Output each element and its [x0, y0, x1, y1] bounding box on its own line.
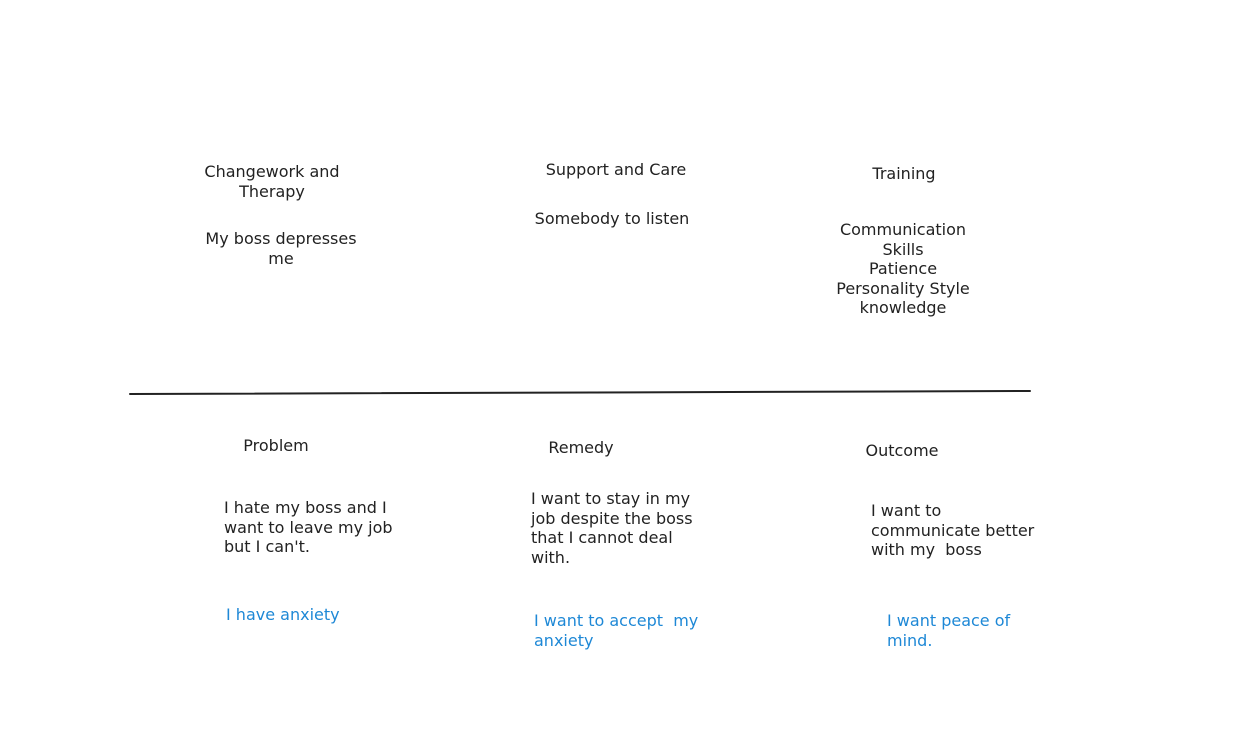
training-body [818, 220, 988, 318]
support-care-heading-text: Support and Care [545, 160, 687, 179]
changework-therapy-heading-line-1: Changework and [204, 162, 340, 181]
remedy-note [534, 611, 698, 650]
support-care-heading [526, 160, 706, 180]
problem-body-line-2: want to leave my job [224, 517, 393, 537]
outcome-note [887, 611, 1010, 650]
problem-body-line-3: but I can't. [224, 537, 310, 556]
outcome-heading [852, 441, 952, 461]
changework-therapy-heading-line-2: Therapy [239, 181, 305, 201]
support-care-body [522, 209, 702, 229]
remedy-note-line-1: I want to accept my [534, 611, 699, 630]
remedy-body-line-3: that I cannot deal [531, 528, 673, 547]
remedy-note-line-2: anxiety [534, 630, 594, 650]
outcome-heading-text: Outcome [865, 441, 939, 460]
problem-body [224, 498, 393, 557]
outcome-body-line-3: with my boss [871, 540, 982, 559]
problem-heading-text: Problem [243, 436, 309, 455]
remedy-body-line-2: job despite the boss [531, 508, 693, 528]
outcome-note-line-2: mind. [887, 630, 933, 650]
support-care-body-text: Somebody to listen [534, 209, 690, 228]
remedy-body-line-4: with. [531, 547, 571, 567]
remedy-body-line-1: I want to stay in my [531, 489, 691, 508]
training-body-line-1: Communication [839, 220, 967, 239]
outcome-body-line-1: I want to [871, 501, 942, 520]
changework-therapy-heading [192, 162, 352, 201]
problem-body-line-1: I hate my boss and I [224, 498, 387, 517]
training-heading-text: Training [872, 164, 936, 183]
outcome-note-line-1: I want peace of [887, 611, 1011, 630]
training-body-line-4: Personality Style [836, 278, 970, 298]
remedy-heading [531, 438, 631, 458]
outcome-body [871, 501, 1034, 560]
problem-heading [226, 436, 326, 456]
training-body-line-5: knowledge [859, 298, 947, 317]
training-body-line-3: Patience [868, 259, 938, 278]
training-body-line-2: Skills [882, 239, 924, 259]
changework-therapy-body-line-1: My boss depresses [205, 229, 357, 248]
remedy-heading-text: Remedy [548, 438, 614, 457]
training-heading [854, 164, 954, 184]
changework-therapy-body-line-2: me [268, 248, 294, 268]
remedy-body [531, 489, 693, 567]
horizontal-divider-line [130, 391, 1030, 394]
problem-note-line-1: I have anxiety [226, 605, 340, 624]
outcome-body-line-2: communicate better [871, 520, 1035, 540]
changework-therapy-body [196, 229, 366, 268]
problem-note [226, 605, 340, 625]
